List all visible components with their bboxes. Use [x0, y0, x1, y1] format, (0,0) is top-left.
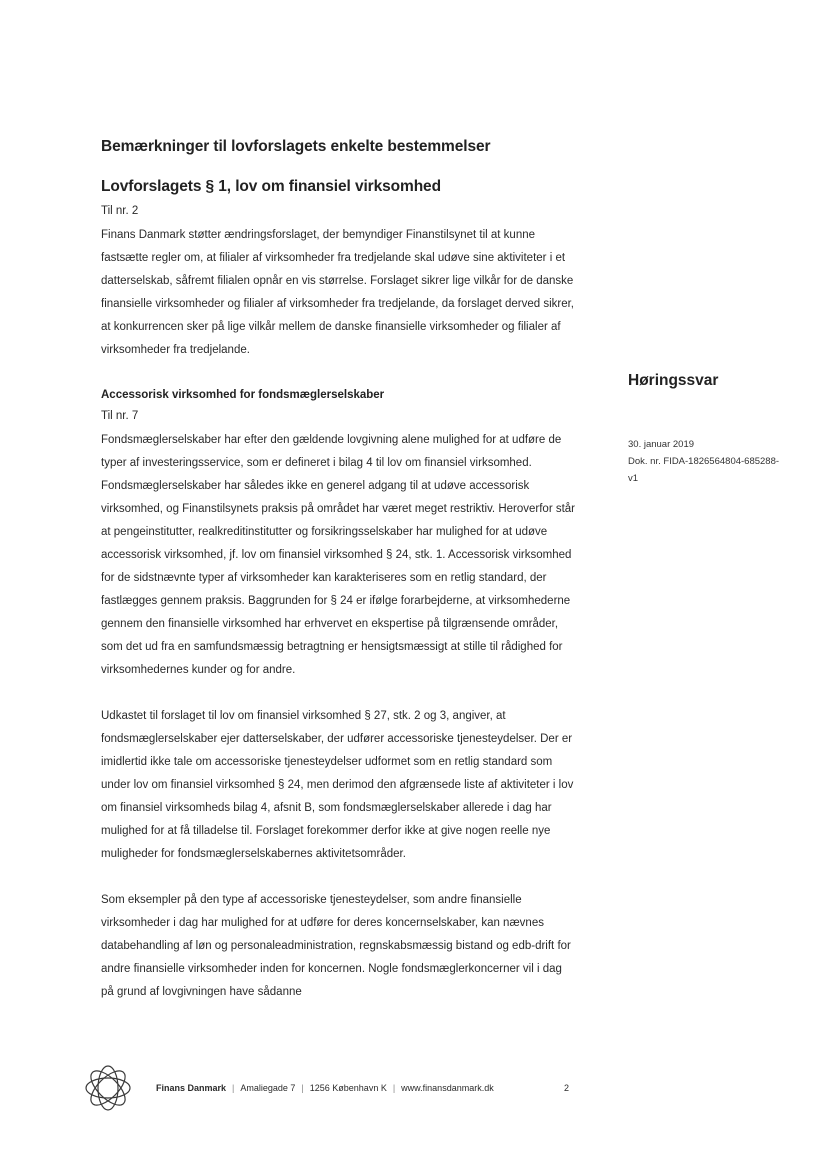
footer-text: Finans Danmark | Amaliegade 7 | 1256 København K | www.finansdanmark.dk: [156, 1083, 494, 1093]
main-column: [101, 138, 577, 1004]
side-doc-number: Dok. nr. FIDA-1826564804-685288-: [628, 456, 780, 467]
footer-city: 1256 København K: [309, 1083, 387, 1093]
footer-website-link[interactable]: www.finansdanmark.dk: [401, 1083, 494, 1093]
page-number: 2: [564, 1083, 570, 1093]
section2-title: Accessorisk virksomhed for fondsmæglerselskaber: [101, 389, 385, 401]
finans-danmark-logo-icon: [80, 1060, 136, 1116]
page-heading: Bemærkninger til lovforslagets enkelte bestemmelser: [101, 138, 491, 155]
footer-brand: Finans Danmark: [156, 1083, 227, 1093]
side-title: Høringssvar: [628, 372, 719, 389]
side-date: 30. januar 2019: [628, 439, 695, 450]
section1-sub: Til nr. 2: [101, 205, 139, 217]
side-column: [628, 372, 798, 487]
side-doc-version: v1: [628, 473, 639, 484]
section2-paragraph-2: Udkastet til forslaget til lov om finansiel virksomhed § 27, stk. 2 og 3, angiver, at fondsmæglerselskaber ejer datterselskaber, der udfører accessoriske tjenesteydelser. Der er imidlertid ikke tale om accessoriske tjenesteydelser udformet som en retlig standard som under lov om finansiel virksomhed § 24, men derimod den afgrænsede liste af aktiviteter i lov om finansiel virksomheds bilag 4, afsnit B, som fondsmæglerselskaber allerede i dag har mulighed for at få tilladelse til. Forslaget forekommer derfor ikke at give nogen reelle nye muligheder for fondsmæglerselskabernes aktivitetsområder.: [101, 710, 574, 860]
section2-paragraph-1: Fondsmæglerselskaber har efter den gældende lovgivning alene mulighed for at udføre de typer af investeringsservice, som er defineret i bilag 4 til lov om finansiel virksomhed. Fondsmæglerselskaber har således ikke en generel adgang til at udøve accessorisk virksomhed, og Finanstilsynets praksis på området har været meget restriktiv. Heroverfor står at pengeinstitutter, realkreditinstitutter og forsikringsselskaber har mulighed for at udøve accessorisk virksomhed, jf. lov om finansiel virksomhed § 24, stk. 1. Accessorisk virksomhed for de sidstnævnte typer af virksomheder kan karakteriseres som en retlig standard, der fastlægges gennem praksis. Baggrunden for § 24 er ifølge forarbejderne, at virksomhederne gennem den finansielle virksomhed har erhvervet en ekspertise på tilgrænsende områder, som det ud fra en samfundsmæssig betragtning er hensigtsmæssigt at stille til rådighed for virksomhedernes kunder og for andre.: [101, 434, 576, 676]
section1-paragraph: Finans Danmark støtter ændringsforslaget, der bemyndiger Finanstilsynet til at kunne fastsætte regler om, at filialer af virksomheder fra tredjelande skal udøve sine aktiviteter i et datterselskab, såfremt filialen opnår en vis størrelse. Forslaget sikrer lige vilkår for de danske finansielle virksomheder og filialer af virksomheder fra tredjelande, da forslaget derved sikrer, at konkurrencen sker på lige vilkår mellem de danske finansielle virksomheder og filialer af virksomheder fra tredjelande.: [101, 229, 575, 356]
section1-title: Lovforslagets § 1, lov om finansiel virksomhed: [101, 178, 441, 195]
section2-sub: Til nr. 7: [101, 410, 139, 422]
section2-paragraph-3: Som eksempler på den type af accessoriske tjenesteydelser, som andre finansielle virksomheder i dag har mulighed for at udføre for deres koncernselskaber, kan nævnes databehandling af løn og personaleadministration, regnskabsmæssig bistand og edb-drift for andre finansielle virksomheder inden for koncernen. Nogle fondsmæglerkoncerner vil i dag på grund af lovgivningen have sådanne: [101, 894, 571, 998]
page-footer: [80, 1060, 600, 1116]
footer-address: Amaliegade 7: [240, 1083, 296, 1093]
